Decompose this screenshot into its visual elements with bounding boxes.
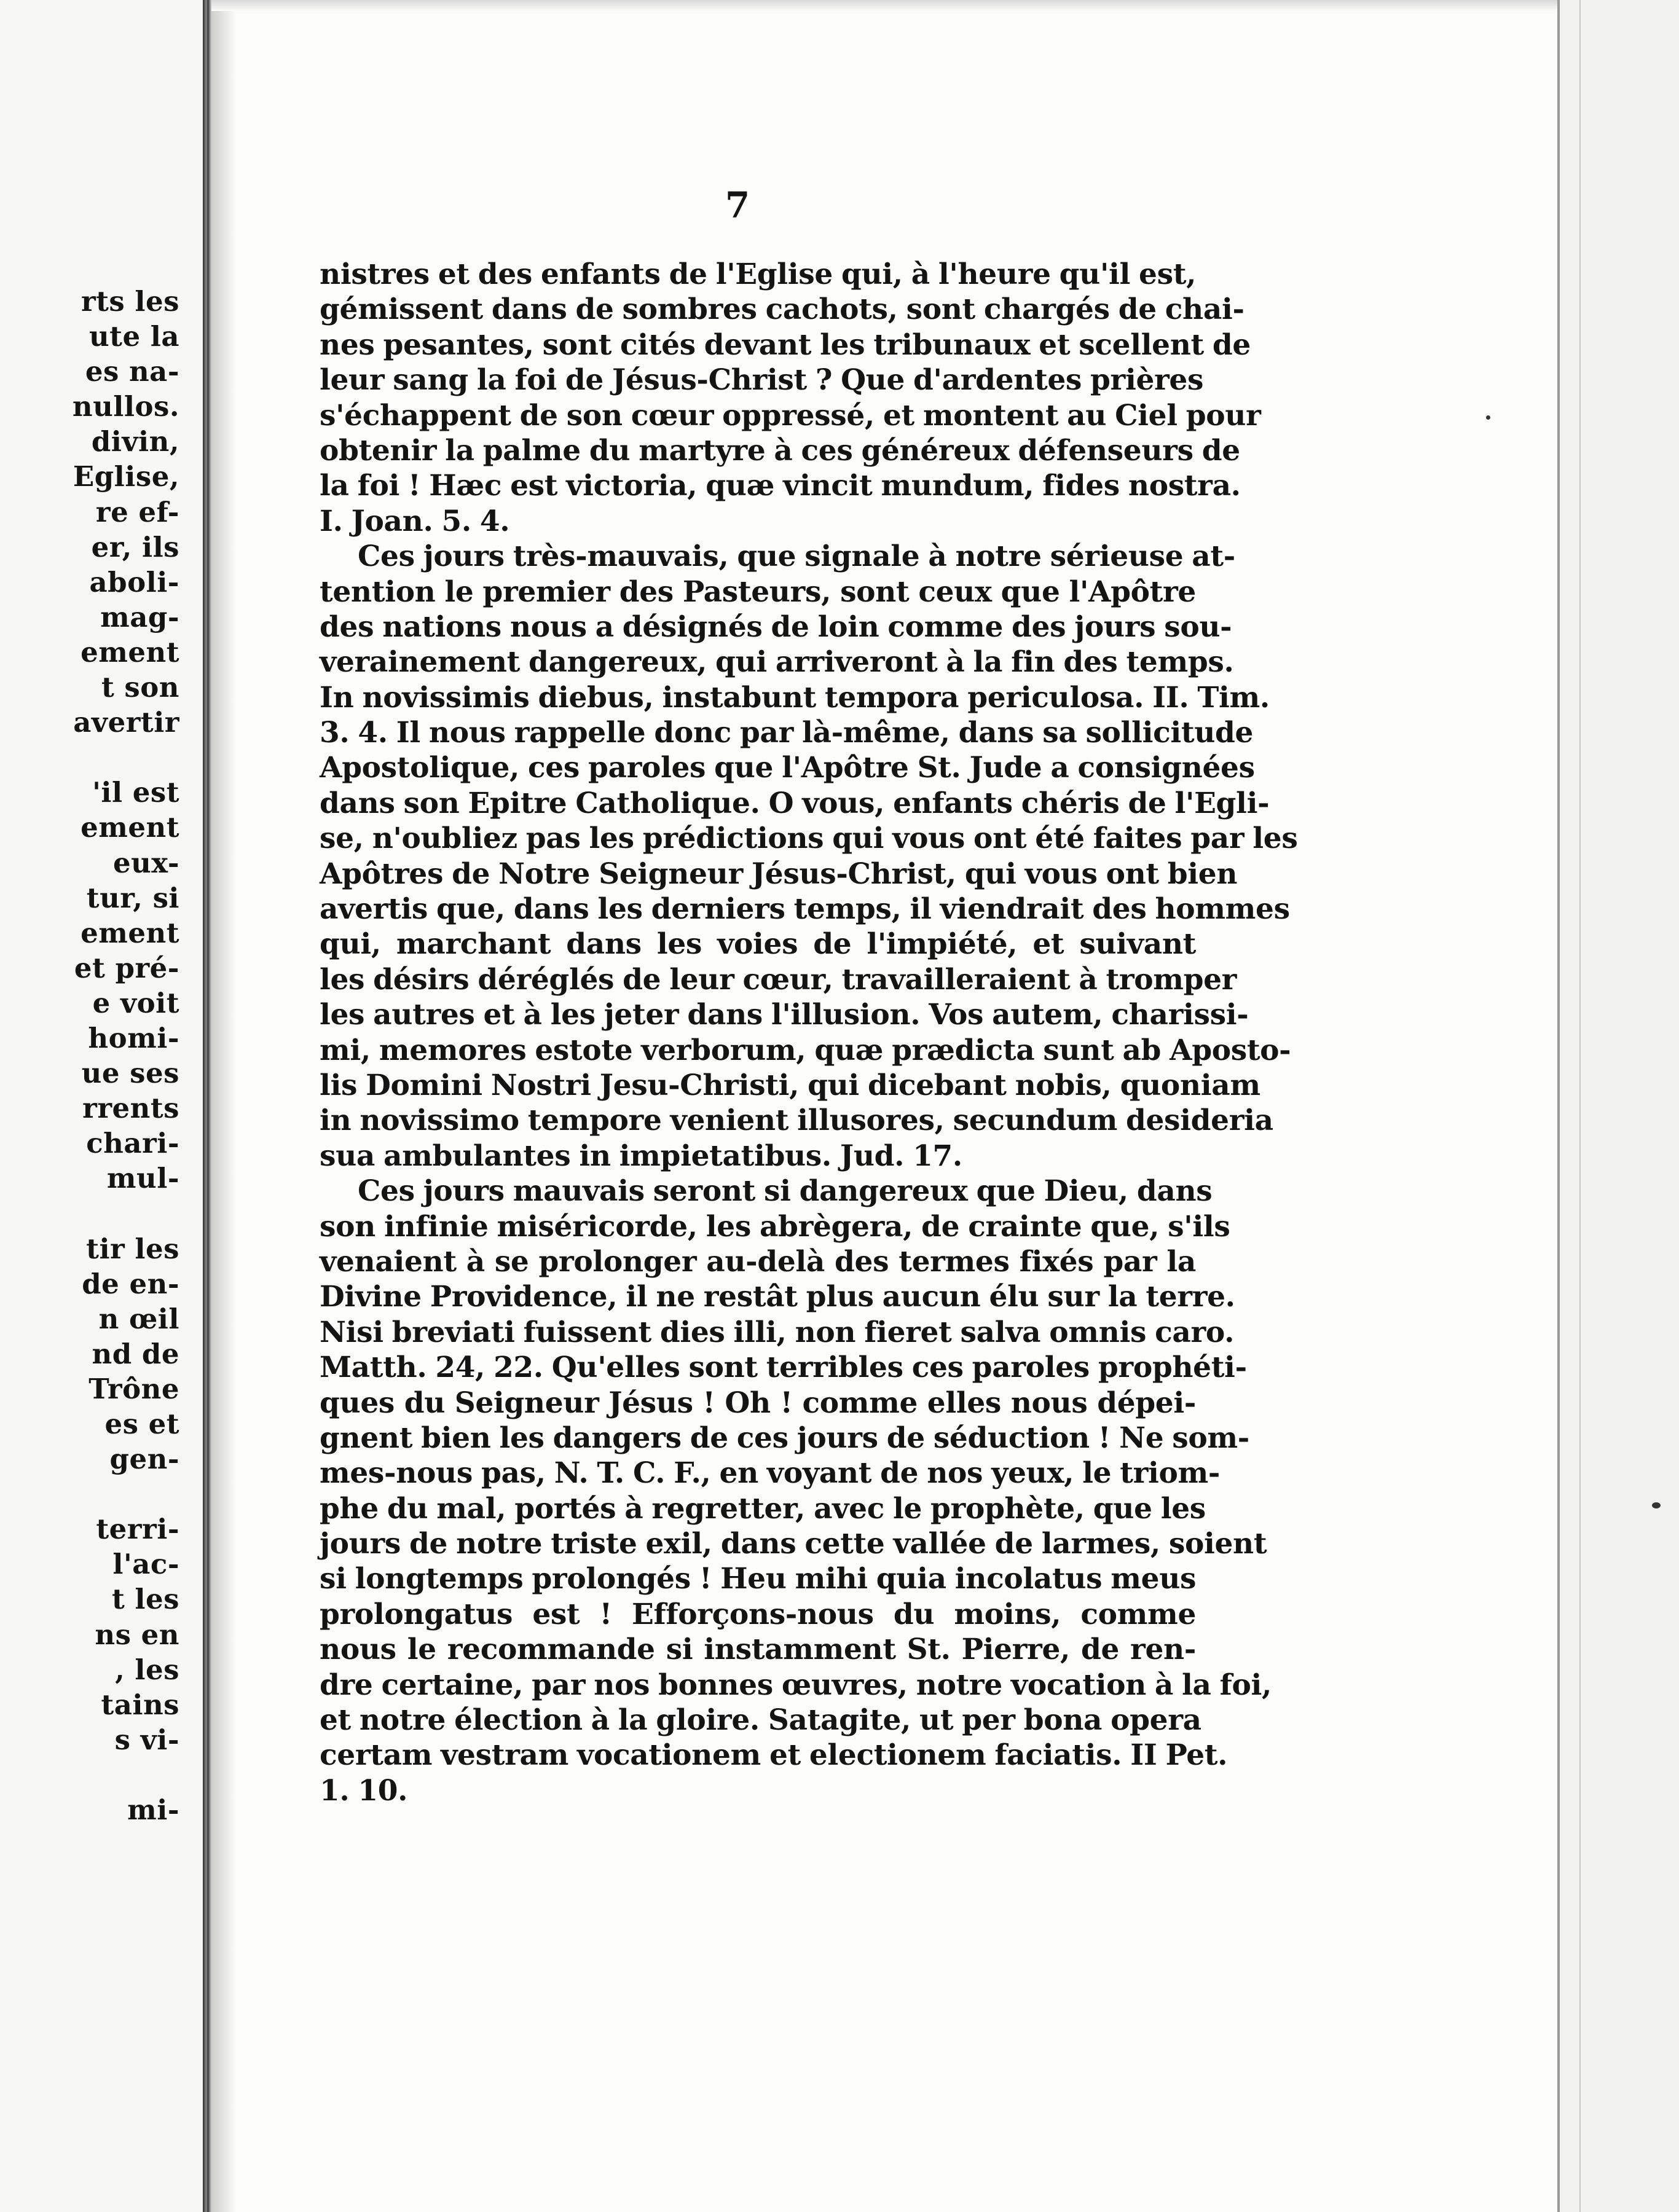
previous-page-line: ns en xyxy=(95,1618,179,1651)
page-number: 7 xyxy=(725,184,750,226)
text-line: prolongatus est ! Efforçons-nous du moins, comme xyxy=(320,1597,1196,1631)
text-line: dans son Epitre Catholique. O vous, enfants chéris de l'Egli- xyxy=(320,786,1270,820)
text-line: la foi ! Hæc est victoria, quæ vincit mundum, fides nostra. xyxy=(320,469,1241,503)
text-line: verainement dangereux, qui arriveront à la fin des temps. xyxy=(320,645,1234,680)
previous-page-line: es et xyxy=(104,1408,179,1440)
previous-page-line: nullos. xyxy=(72,390,179,423)
previous-page-text-column xyxy=(0,284,179,1827)
text-line: Ces jours très-mauvais, que signale à notre sérieuse at- xyxy=(358,539,1235,574)
previous-page-line: t son xyxy=(101,671,179,704)
previous-page-line: tur, si xyxy=(86,881,179,914)
text-line: lis Domini Nostri Jesu-Christi, qui dicebant nobis, quoniam xyxy=(320,1068,1260,1102)
text-line: phe du mal, portés à regretter, avec le prophète, que les xyxy=(320,1491,1206,1526)
previous-page-line: , les xyxy=(115,1653,179,1686)
previous-page-line: er, ils xyxy=(91,530,179,563)
page-top-edge xyxy=(211,0,1557,11)
page-body-text xyxy=(320,257,1298,1808)
previous-page-line: homi- xyxy=(88,1021,179,1054)
paragraph xyxy=(320,1174,1272,1808)
text-line: certam vestram vocationem et electionem faciatis. II Pet. xyxy=(320,1738,1228,1773)
paper-speck xyxy=(1486,415,1490,420)
text-line: leur sang la foi de Jésus-Christ ? Que d'ardentes prières xyxy=(320,363,1204,398)
text-line: se, n'oubliez pas les prédictions qui vous ont été faites par les xyxy=(320,822,1298,856)
previous-page-line: n œil xyxy=(98,1302,179,1335)
previous-page-line: mul- xyxy=(106,1162,179,1195)
text-line: Matth. 24, 22. Qu'elles sont terribles ces paroles prophéti- xyxy=(320,1351,1247,1385)
page-fold-line-secondary xyxy=(1579,0,1581,2212)
text-line: s'échappent de son cœur oppressé, et montent au Ciel pour xyxy=(320,398,1261,433)
previous-page-line: chari- xyxy=(86,1127,179,1160)
previous-page-line xyxy=(0,740,179,775)
previous-page-line: tir les xyxy=(86,1232,179,1265)
previous-page-line: de en- xyxy=(82,1267,179,1300)
paragraph xyxy=(320,539,1298,1174)
text-line: son infinie miséricorde, les abrègera, de crainte que, s'ils xyxy=(320,1209,1230,1244)
text-line: I. Joan. 5. 4. xyxy=(320,504,510,538)
text-line: Divine Providence, il ne restât plus aucun élu sur la terre. xyxy=(320,1280,1235,1314)
text-line: qui, marchant dans les voies de l'impiété, et suivant xyxy=(320,927,1196,962)
text-line: ques du Seigneur Jésus ! Oh ! comme elles nous dépei- xyxy=(320,1386,1196,1420)
text-line: gnent bien les dangers de ces jours de séduction ! Ne som- xyxy=(320,1421,1249,1455)
previous-page-line: ement xyxy=(81,916,179,949)
previous-page-line: l'ac- xyxy=(112,1548,179,1581)
text-line: et notre élection à la gloire. Satagite, ut per bona opera xyxy=(320,1703,1201,1738)
paper-speck xyxy=(1652,1502,1661,1508)
previous-page-line: re ef- xyxy=(95,495,179,528)
previous-page-line: terri- xyxy=(96,1513,179,1546)
previous-page-line: e voit xyxy=(92,986,179,1019)
text-line: dre certaine, par nos bonnes œuvres, notre vocation à la foi, xyxy=(320,1668,1272,1702)
previous-page-line: nd de xyxy=(92,1337,179,1370)
text-line: venaient à se prolonger au-delà des termes fixés par la xyxy=(320,1244,1196,1279)
text-line: mi, memores estote verborum, quæ prædicta sunt ab Aposto- xyxy=(320,1033,1291,1067)
previous-page-line xyxy=(0,1477,179,1512)
previous-page-line: rrents xyxy=(82,1092,179,1125)
paragraph xyxy=(320,257,1261,539)
text-line: 1. 10. xyxy=(320,1773,408,1808)
previous-page-line: es na- xyxy=(85,355,179,388)
text-line: nous le recommande si instamment St. Pierre, de ren- xyxy=(320,1633,1196,1667)
previous-page-line: gen- xyxy=(109,1443,179,1476)
gutter-shadow xyxy=(211,0,236,2212)
text-line: Apostolique, ces paroles que l'Apôtre St. Jude a consignées xyxy=(320,751,1255,785)
previous-page-line: 'il est xyxy=(92,776,179,809)
text-line: Nisi breviati fuissent dies illi, non fieret salva omnis caro. xyxy=(320,1315,1235,1349)
previous-page-line xyxy=(0,1757,179,1792)
text-line: obtenir la palme du martyre à ces généreux défenseurs de xyxy=(320,433,1240,468)
previous-page-line: ute la xyxy=(88,320,179,353)
previous-page-line: ement xyxy=(81,635,179,669)
previous-page-fragment xyxy=(0,0,203,2212)
previous-page-line xyxy=(0,1196,179,1231)
previous-page-line: tains xyxy=(101,1688,179,1721)
text-line: In novissimis diebus, instabunt tempora periculosa. II. Tim. xyxy=(320,680,1270,715)
next-page-edge xyxy=(1557,0,1679,2212)
previous-page-line: t les xyxy=(111,1583,179,1616)
text-line: Apôtres de Notre Seigneur Jésus-Christ, qui vous ont bien xyxy=(320,857,1238,891)
book-gutter xyxy=(203,0,211,2212)
previous-page-line: et pré- xyxy=(74,951,179,984)
text-line: in novissimo tempore venient illusores, secundum desideria xyxy=(320,1104,1273,1138)
previous-page-line: divin, xyxy=(91,425,179,458)
previous-page-line: mag- xyxy=(100,600,179,633)
text-line: nistres et des enfants de l'Eglise qui, à l'heure qu'il est, xyxy=(320,257,1197,291)
text-line: des nations nous a désignés de loin comme des jours sou- xyxy=(320,610,1232,644)
text-line: avertis que, dans les derniers temps, il viendrait des hommes xyxy=(320,892,1290,927)
previous-page-line: ue ses xyxy=(81,1057,179,1090)
text-line: sua ambulantes in impietatibus. Jud. 17. xyxy=(320,1139,962,1173)
text-line: mes-nous pas, N. T. C. F., en voyant de nos yeux, le triom- xyxy=(320,1456,1221,1491)
previous-page-line: rts les xyxy=(81,285,179,318)
page-fold-line xyxy=(1557,0,1560,2212)
text-line: jours de notre triste exil, dans cette vallée de larmes, soient xyxy=(320,1527,1267,1561)
text-line: les désirs déréglés de leur cœur, travailleraient à tromper xyxy=(320,962,1237,997)
previous-page-line: Eglise, xyxy=(73,460,179,493)
previous-page-line: Trône xyxy=(88,1372,179,1405)
previous-page-line: s vi- xyxy=(114,1723,179,1756)
previous-page-line: eux- xyxy=(112,846,179,879)
text-line: tention le premier des Pasteurs, sont ceux que l'Apôtre xyxy=(320,575,1196,609)
text-line: les autres et à les jeter dans l'illusion. Vos autem, charissi- xyxy=(320,998,1249,1032)
text-line: Ces jours mauvais seront si dangereux que Dieu, dans xyxy=(358,1174,1213,1209)
previous-page-line: ement xyxy=(81,811,179,844)
previous-page-line: aboli- xyxy=(89,565,179,598)
text-line: gémissent dans de sombres cachots, sont chargés de chai- xyxy=(320,292,1245,327)
text-line: nes pesantes, sont cités devant les tribunaux et scellent de xyxy=(320,327,1251,362)
previous-page-line: mi- xyxy=(127,1794,179,1827)
text-line: 3. 4. Il nous rappelle donc par là-même, dans sa sollicitude xyxy=(320,716,1254,750)
previous-page-line: avertir xyxy=(73,706,179,739)
text-line: si longtemps prolongés ! Heu mihi quia incolatus meus xyxy=(320,1562,1197,1596)
